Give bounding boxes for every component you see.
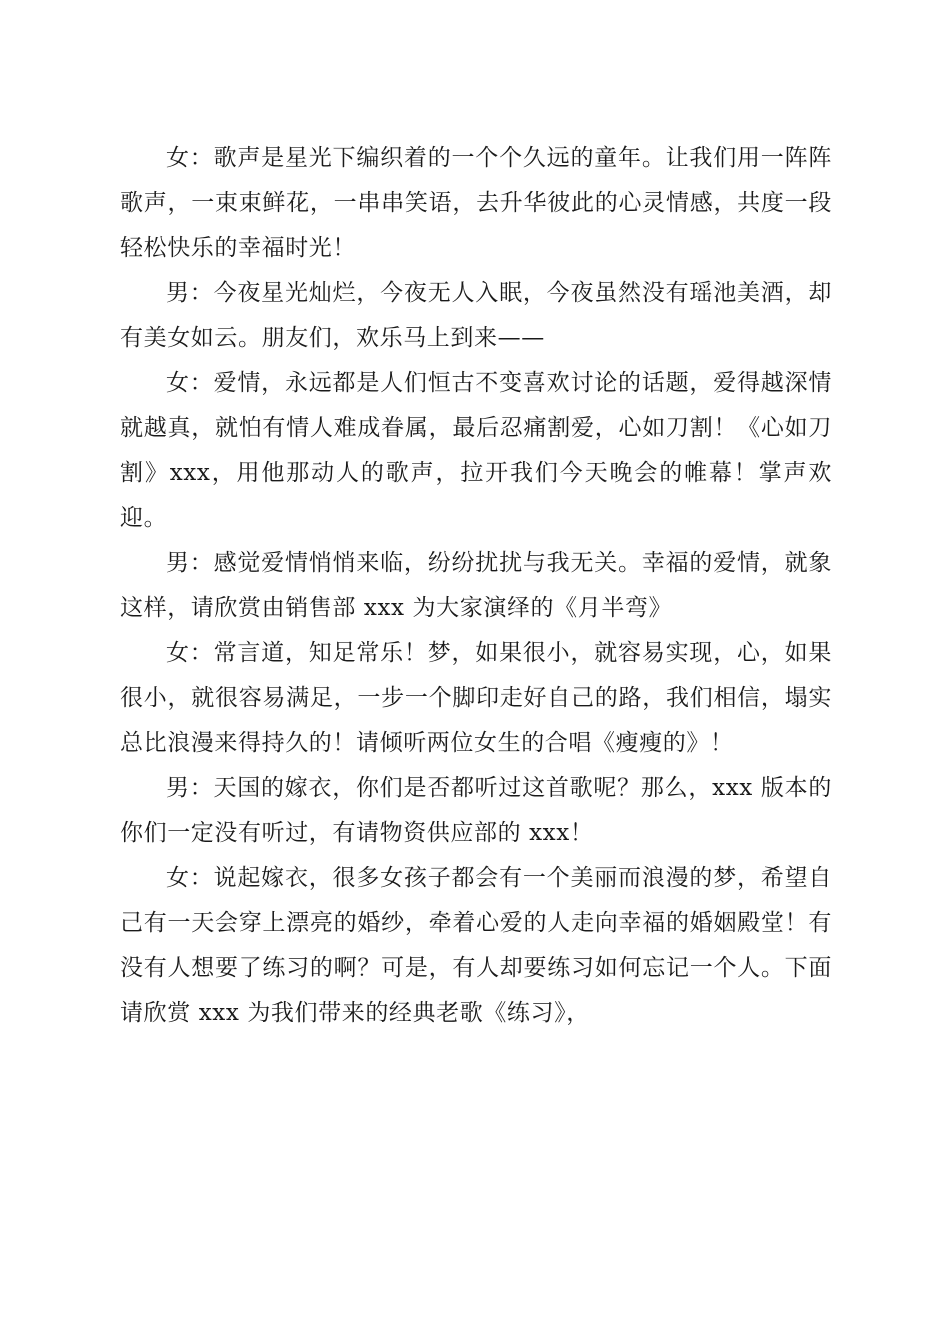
paragraph-female-host-2: 女：爱情，永远都是人们恒古不变喜欢讨论的话题，爱得越深情就越真，就怕有情人难成眷属，最后忍痛割爱，心如刀割！《心如刀割》xxx，用他那动人的歌声，拉开我们今天晚会的帷幕！掌声欢迎。	[120, 370, 832, 531]
paragraph-female-host-3: 女：常言道，知足常乐！梦，如果很小，就容易实现，心，如果很小，就很容易满足，一步一个脚印走好自己的路，我们相信，塌实总比浪漫来得持久的！请倾听两位女生的合唱《瘦瘦的》！	[120, 640, 832, 756]
paragraph-female-host-4: 女：说起嫁衣，很多女孩子都会有一个美丽而浪漫的梦，希望自己有一天会穿上漂亮的婚纱，牵着心爱的人走向幸福的婚姻殿堂！有没有人想要了练习的啊？可是，有人却要练习如何忘记一个人。下面请欣赏 xxx 为我们带来的经典老歌《练习》，	[120, 865, 832, 1026]
paragraph-male-host-3: 男：天国的嫁衣，你们是否都听过这首歌呢？那么，xxx 版本的你们一定没有听过，有请物资供应部的 xxx！	[120, 775, 832, 846]
paragraph-male-host-2: 男：感觉爱情悄悄来临，纷纷扰扰与我无关。幸福的爱情，就象这样，请欣赏由销售部 xxx 为大家演绎的《月半弯》	[120, 550, 832, 621]
document-body	[120, 136, 832, 1036]
paragraph-female-host-1: 女：歌声是星光下编织着的一个个久远的童年。让我们用一阵阵歌声，一束束鲜花，一串串笑语，去升华彼此的心灵情感，共度一段轻松快乐的幸福时光！	[120, 145, 832, 261]
paragraph-male-host-1: 男：今夜星光灿烂，今夜无人入眠，今夜虽然没有瑶池美酒，却有美女如云。朋友们，欢乐马上到来——	[120, 280, 832, 351]
